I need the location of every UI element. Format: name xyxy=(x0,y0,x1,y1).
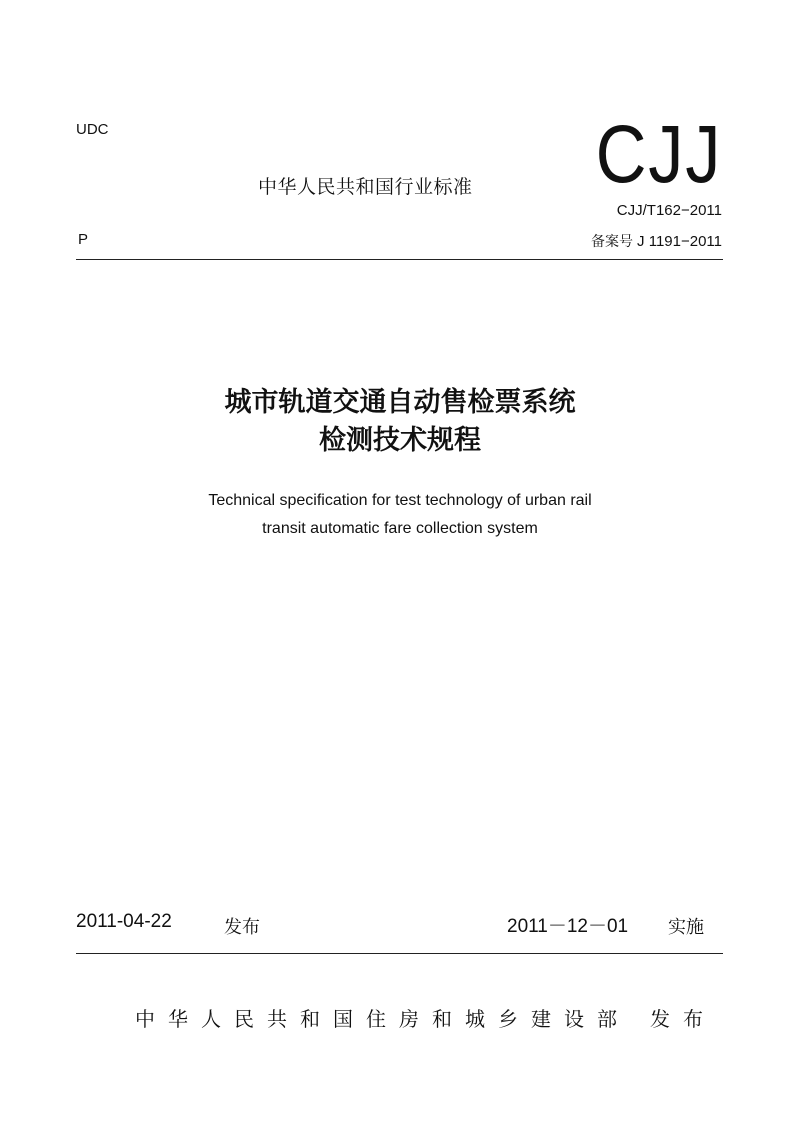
record-label: 备案号 xyxy=(591,234,634,250)
standard-code-large: CJJ xyxy=(595,109,722,200)
standard-number: CJJ/T162−2011 xyxy=(616,202,722,219)
standard-type: 中华人民共和国行业标准 xyxy=(258,176,473,198)
classification-letter: P xyxy=(78,231,89,248)
footer-divider xyxy=(76,953,723,954)
title-en-line1: Technical specification for test technology of urban rail xyxy=(208,492,592,509)
title-en-line2: transit automatic fare collection system xyxy=(262,520,538,537)
issue-date: 2011-04-22 xyxy=(76,911,172,932)
publisher-line xyxy=(135,1003,716,1032)
header-divider xyxy=(76,259,723,260)
title-cn-line1: 城市轨道交通自动售检票系统 xyxy=(224,387,576,418)
issue-label: 发布 xyxy=(224,917,260,938)
implement-label: 实施 xyxy=(668,917,704,938)
record-number: J 1191−2011 xyxy=(637,233,722,250)
record-number-line xyxy=(591,231,722,251)
udc-label: UDC xyxy=(76,121,109,138)
publish-label: 发布 xyxy=(650,1007,716,1031)
publisher-name: 中华人民共和国住房和城乡建设部 xyxy=(135,1007,630,1031)
title-cn-line2: 检测技术规程 xyxy=(319,425,481,456)
implement-date: 2011－12－01 xyxy=(507,916,629,937)
